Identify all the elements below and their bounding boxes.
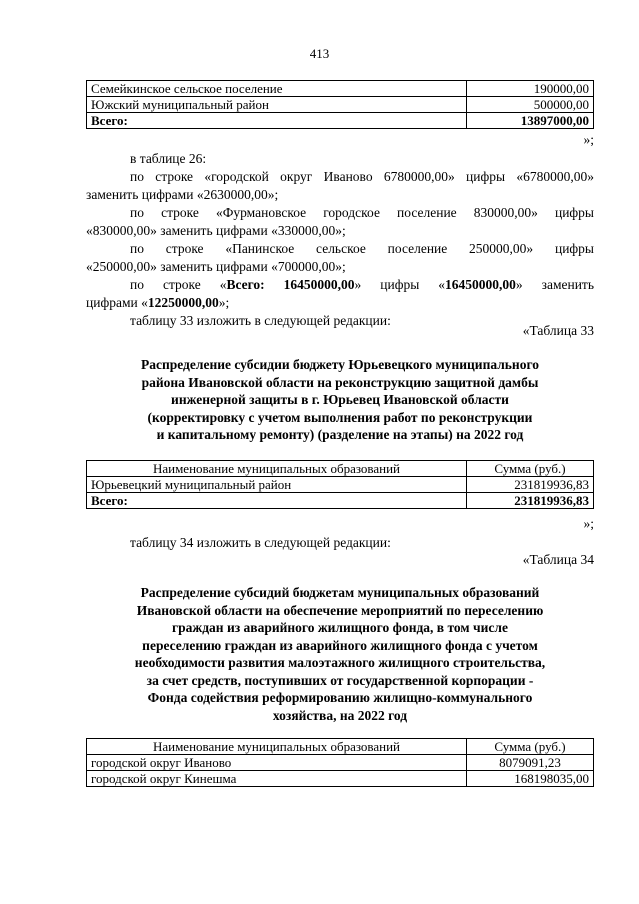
cell-sum: 190000,00 (467, 81, 594, 97)
text-run: »; (218, 295, 230, 310)
heading-line: Ивановской области на обеспечение мероприятий по переселению (136, 602, 544, 618)
heading-line: района Ивановской области на реконструкцию защитной дамбы (141, 374, 539, 390)
table-row (87, 771, 594, 787)
cell-sum: 500000,00 (467, 97, 594, 113)
table-34 (86, 738, 594, 787)
paragraph-line: в таблице 26: (130, 151, 207, 166)
total-value: 13897000,00 (467, 113, 594, 129)
text-run-bold: 16450000,00 (445, 277, 516, 292)
heading-line: хозяйства, на 2022 год (272, 707, 408, 723)
heading-line: Фонда содействия реформированию жилищно-коммунального (147, 690, 533, 705)
cell-sum: 168198035,00 (467, 771, 594, 787)
heading-line: за счет средств, поступивших от государственной корпорации - (146, 672, 534, 688)
total-label: Всего: (87, 493, 467, 509)
text-run: по строке « (130, 277, 227, 292)
table-row (87, 97, 594, 113)
paragraph-line (86, 276, 594, 293)
cell-sum: 231819936,83 (467, 477, 594, 493)
table-caption: «Таблица 34 (522, 552, 594, 567)
header-name: Наименование муниципальных образований (87, 739, 467, 755)
paragraph-line: «250000,00» заменить цифрами «700000,00»; (86, 259, 346, 274)
table-total-row (87, 493, 594, 509)
closing-quote: »; (583, 516, 594, 531)
text-run: » цифры « (354, 277, 446, 292)
table-caption: «Таблица 33 (522, 323, 594, 338)
closing-quote: »; (583, 132, 594, 147)
total-value: 231819936,83 (467, 493, 594, 509)
table-row (87, 477, 594, 493)
total-label: Всего: (87, 113, 467, 129)
paragraph-line: таблицу 34 изложить в следующей редакции: (130, 535, 391, 550)
heading-line: и капитальному ремонту) (разделение на этапы) на 2022 год (156, 427, 524, 442)
paragraph-line (86, 294, 594, 311)
table-33 (86, 460, 594, 509)
table-header-row (87, 739, 594, 755)
heading-line: необходимости развития малоэтажного жилищного строительства, (134, 655, 546, 670)
table-33-heading (86, 356, 594, 444)
text-run: цифрами « (86, 295, 148, 310)
table-header-row (87, 461, 594, 477)
heading-line: инженерной защиты в г. Юрьевец Ивановской области (171, 392, 509, 407)
paragraph-line: «830000,00» заменить цифрами «330000,00»; (86, 223, 346, 238)
text-run: » заменить (515, 277, 594, 292)
heading-line: Распределение субсидии бюджету Юрьевецкого муниципального (140, 357, 540, 372)
text-run-bold: Всего: 16450000,00 (226, 277, 355, 292)
text-run-bold: 12250000,00 (147, 295, 219, 310)
cell-name: городской округ Кинешма (87, 771, 467, 787)
paragraph-line: по строке «Фурмановское городское поселение 830000,00» цифры (130, 205, 594, 220)
table-total-row (87, 113, 594, 129)
header-name: Наименование муниципальных образований (87, 461, 467, 477)
header-sum: Сумма (руб.) (467, 461, 594, 477)
header-sum: Сумма (руб.) (467, 739, 594, 755)
cell-name: Юрьевецкий муниципальный район (87, 477, 467, 493)
heading-line: граждан из аварийного жилищного фонда, в том числе (172, 620, 508, 635)
table-row (87, 81, 594, 97)
heading-line: (корректировку с учетом выполнения работ по реконструкции (147, 409, 533, 425)
table-34-heading (86, 584, 594, 724)
cell-name: Южский муниципальный район (87, 97, 467, 113)
paragraph-line: по строке «Панинское сельское поселение 250000,00» цифры (130, 241, 594, 256)
table-row (87, 755, 594, 771)
cell-sum: 8079091,23 (467, 755, 594, 771)
heading-line: переселению граждан из аварийного жилищного фонда с учетом (142, 637, 538, 653)
paragraph-line: таблицу 33 изложить в следующей редакции: (130, 313, 391, 328)
page-number: 413 (309, 46, 330, 61)
paragraph-line: заменить цифрами «2630000,00»; (86, 187, 279, 202)
table-previous (86, 80, 594, 129)
cell-name: Семейкинское сельское поселение (87, 81, 467, 97)
paragraph-line: по строке «городской округ Иваново 6780000,00» цифры «6780000,00» (130, 169, 594, 184)
heading-line: Распределение субсидий бюджетам муниципальных образований (140, 585, 540, 600)
cell-name: городской округ Иваново (87, 755, 467, 771)
